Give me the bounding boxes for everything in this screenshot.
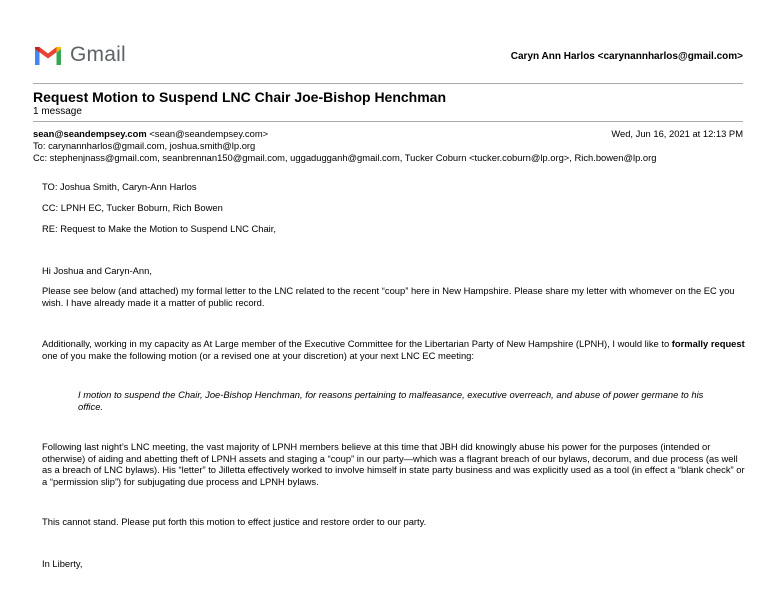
motion-quote: I motion to suspend the Chair, Joe-Bishop Henchman, for reasons pertaining to malfeasance, executive overreach, and abuse of power germane to his office. [78, 389, 704, 412]
greeting: Hi Joshua and Caryn-Ann, [42, 265, 152, 276]
sender-name: sean@seandempsey.com [33, 128, 147, 139]
paragraph-2-end: one of you make the following motion (or a revised one at your discretion) at your next LNC EC meeting: [42, 349, 474, 361]
gmail-logo-text: Gmail [70, 43, 126, 66]
paragraph-1: Please see below (and attached) my formal letter to the LNC related to the recent “coup” here in New Hampshire. Please share my letter with whomever on the EC you wish. I have already made it a matter of public record. [42, 285, 735, 308]
memo-re-line: RE: Request to Make the Motion to Suspend LNC Chair, [42, 223, 276, 234]
closing: In Liberty, [42, 558, 83, 569]
gmail-m-icon [33, 44, 63, 67]
memo-cc-line: CC: LPNH EC, Tucker Boburn, Rich Bowen [42, 202, 223, 213]
thread-subject: Request Motion to Suspend LNC Chair Joe-Bishop Henchman [33, 89, 447, 105]
paragraph-3: Following last night’s LNC meeting, the vast majority of LPNH members believe at this time that JBH did knowingly abuse his power for the purposes (intended or otherwise) of aiding and abetting theft of LPNH assets and staging a “coup” in our party—which was a flagrant breach of our bylaws, decorum, and due process (as well as a breach of LNC bylaws). His “letter” to Jilletta effectively worked to involve himself in state party business and was explicitly used as a tool (in effect a “blank check” or a “permission slip”) for subjugating due process and LPNH bylaws. [42, 441, 745, 487]
gmail-logo [33, 43, 126, 67]
paragraph-2-bold: formally request [671, 338, 745, 349]
sender-email: <sean@seandempsey.com> [149, 128, 269, 139]
to-recipients: To: carynannharlos@gmail.com, joshua.smith@lp.org [33, 140, 256, 151]
paragraph-2 [42, 338, 747, 361]
message-header [33, 128, 743, 164]
message-date: Wed, Jun 16, 2021 at 12:13 PM [611, 128, 743, 139]
cc-recipients: Cc: stephenjnass@gmail.com, seanbrennan150@gmail.com, uggadugganh@gmail.com, Tucker Coburn <tucker.coburn@lp.org>, Rich.bowen@lp.org [33, 152, 657, 163]
memo-to-line: TO: Joshua Smith, Caryn-Ann Harlos [42, 181, 197, 192]
account-label: Caryn Ann Harlos <carynannharlos@gmail.com> [510, 51, 743, 62]
paragraph-2-start: Additionally, working in my capacity as At Large member of the Executive Committee for the Libertarian Party of New Hampshire (LPNH), I would like to [42, 338, 672, 349]
subject-divider [33, 121, 743, 122]
message-count: 1 message [33, 106, 82, 117]
header-divider [33, 83, 743, 84]
paragraph-4: This cannot stand. Please put forth this motion to effect justice and restore order to our party. [42, 516, 427, 527]
